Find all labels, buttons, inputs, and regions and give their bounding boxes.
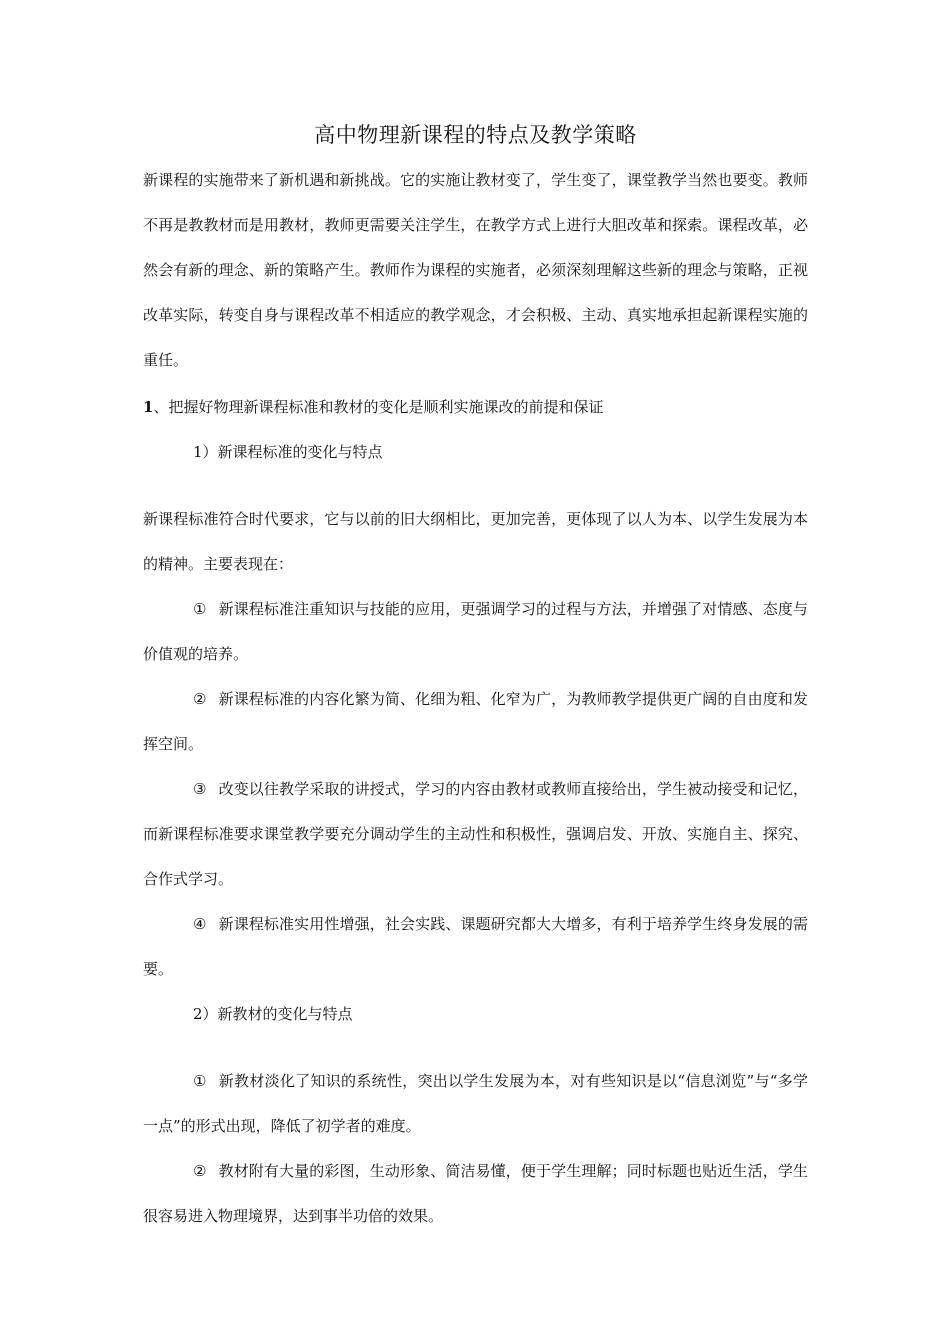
subsection-1-lead-paragraph: 新课程标准符合时代要求，它与以前的旧大纲相比，更加完善，更体现了以人为本、以学生发展为本的精神。主要表现在： [143, 510, 808, 573]
subsection-2-heading: 2）新教材的变化与特点 [193, 1005, 353, 1023]
list-item [143, 587, 808, 677]
list-item [143, 1059, 808, 1149]
item-marker: ② [193, 1162, 207, 1180]
list-item [143, 767, 808, 902]
document-title: 高中物理新课程的特点及教学策略 [314, 123, 637, 147]
item-text: 新课程标准注重知识与技能的应用，更强调学习的过程与方法，并增强了对情感、态度与价值观的培养。 [143, 600, 808, 663]
subsection-1-heading: 1）新课程标准的变化与特点 [193, 443, 383, 461]
item-marker: ① [193, 1072, 207, 1090]
item-marker: ② [193, 690, 207, 708]
item-marker: ③ [193, 780, 207, 798]
section-1-text: 、把握好物理新课程标准和教材的变化是顺利实施课改的前提和保证 [153, 398, 604, 416]
section-1-number: 1 [143, 398, 154, 416]
item-text: 新课程标准实用性增强，社会实践、课题研究都大大增多，有利于培养学生终身发展的需要。 [143, 915, 808, 978]
item-text: 改变以往教学采取的讲授式，学习的内容由教材或教师直接给出，学生被动接受和记忆，而新课程标准要求课堂教学要充分调动学生的主动性和积极性，强调启发、开放、实施自主、探究、合作式学习。 [143, 780, 808, 888]
item-text: 教材附有大量的彩图，生动形象、简洁易懂，便于学生理解；同时标题也贴近生活，学生很容易进入物理境界，达到事半功倍的效果。 [143, 1162, 808, 1225]
item-marker: ① [193, 600, 207, 618]
section-1-heading [143, 385, 808, 430]
item-marker: ④ [193, 915, 207, 933]
list-item [143, 902, 808, 992]
intro-paragraph: 新课程的实施带来了新机遇和新挑战。它的实施让教材变了，学生变了，课堂教学当然也要变。教师不再是教教材而是用教材，教师更需要关注学生，在教学方式上进行大胆改革和探索。课程改革，必然会有新的理念、新的策略产生。教师作为课程的实施者，必须深刻理解这些新的理念与策略，正视改革实际，转变自身与课程改革不相适应的教学观念，才会积极、主动、真实地承担起新课程实施的重任。 [143, 171, 808, 369]
item-text: 新课程标准的内容化繁为简、化细为粗、化窄为广，为教师教学提供更广阔的自由度和发挥空间。 [143, 690, 808, 753]
list-item [143, 1149, 808, 1239]
item-text: 新教材淡化了知识的系统性，突出以学生发展为本，对有些知识是以“信息浏览”与“多学一点”的形式出现，降低了初学者的难度。 [143, 1072, 809, 1135]
document-body [143, 118, 808, 1239]
list-item [143, 677, 808, 767]
